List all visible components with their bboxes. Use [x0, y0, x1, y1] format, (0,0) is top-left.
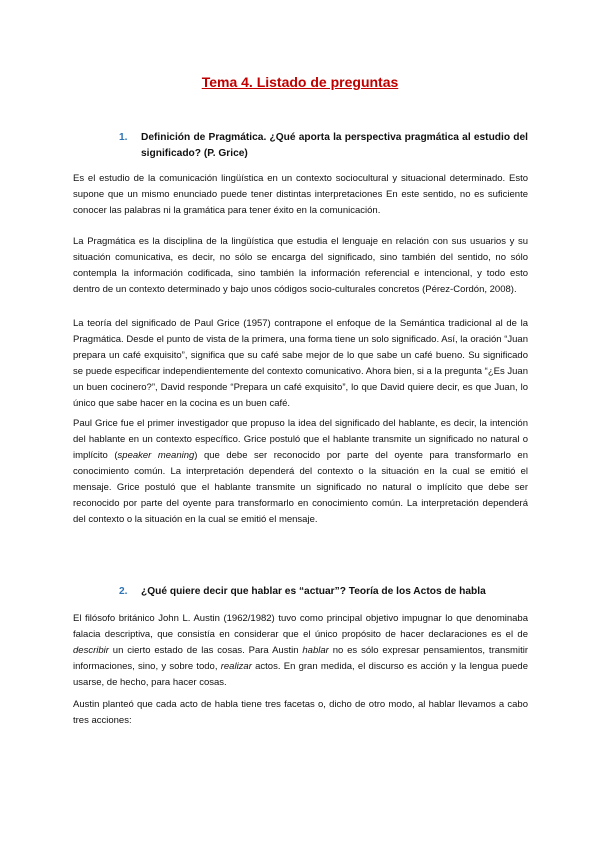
question-1-number: 1.: [119, 132, 128, 143]
paragraph-4-part-b: ) que debe ser reconocido por parte del oyente para transformarlo en conocimiento común. La interpretación dependerá del contexto o la situación en la cual se emitió el mensaje. Grice postuló que el hablante transmite un significado no natural o implícito que debe ser reconocido por parte del oyente para transformarlo en conocimiento común. La interpretación dependerá del contexto o la situación en la cual se emitió el mensaje.: [73, 450, 528, 525]
question-2-heading: [73, 584, 528, 600]
question-2-text: ¿Qué quiere decir que hablar es “actuar”? Teoría de los Actos de habla: [141, 586, 486, 597]
paragraph-5-emphasis-2: hablar: [302, 645, 329, 656]
paragraph-1: Es el estudio de la comunicación lingüística en un contexto sociocultural y situacional determinado. Esto supone que un mismo enunciado puede tener distintas interpretaciones En este sentido, no es suficiente conocer las palabras ni la gramática para tener éxito en la comunicación.: [73, 173, 528, 216]
paragraph-2: La Pragmática es la disciplina de la lingüística que estudia el lenguaje en relación con sus usuarios y su situación comunicativa, es decir, no sólo se encarga del significado, sino también del sentido, no sólo contempla la información codificada, sino también la información referencial e intencional, y todo esto dentro de un contexto determinado y bajo unos códigos socio-culturales concretos (Pérez-Cordón, 2008).: [73, 236, 528, 295]
question-1-text: Definición de Pragmática. ¿Qué aporta la perspectiva pragmática al estudio del significado? (P. Grice): [141, 132, 528, 159]
paragraph-5-part-d: actos. En gran medida, el discurso es acción y la lengua puede usarse, de hecho, para hacer cosas.: [73, 661, 528, 688]
paragraph-5-part-b: un cierto estado de las cosas. Para Austin: [108, 645, 303, 656]
paragraph-4: [73, 416, 528, 528]
paragraph-3: La teoría del significado de Paul Grice (1957) contrapone el enfoque de la Semántica tradicional al de la Pragmática. Desde el punto de vista de la primera, una forma tiene un solo significado. Así, la oración “Juan prepara un café exquisito”, significa que su café sabe mejor de lo que sabe un café bueno. Su significado se puede especificar independientemente del contexto comunicativo. Ahora bien, si a la pregunta “¿Es Juan un buen cocinero?”, David responde “Prepara un café exquisito”, lo que David quiere decir, es que Juan, lo único que sabe hacer en la cocina es un buen café.: [73, 318, 528, 409]
question-1-heading: [73, 130, 528, 162]
paragraph-5: [73, 611, 528, 691]
paragraph-6: Austin planteó que cada acto de habla tiene tres facetas o, dicho de otro modo, al hablar llevamos a cabo tres acciones:: [73, 699, 528, 726]
paragraph-5-part-c: no es sólo expresar pensamientos, transmitir informaciones, sino, y sobre todo,: [73, 645, 528, 672]
question-2-number: 2.: [119, 586, 128, 597]
paragraph-5-part-a: El filósofo británico John L. Austin (1962/1982) tuvo como principal objetivo impugnar lo que denominaba falacia descriptiva, que consistía en considerar que el único propósito de hacer declaraciones es el de: [73, 613, 528, 640]
page-title: Tema 4. Listado de preguntas: [201, 74, 399, 90]
paragraph-5-emphasis-3: realizar: [220, 661, 252, 672]
paragraph-4-emphasis: speaker meaning: [117, 450, 195, 461]
paragraph-4-part-a: Paul Grice fue el primer investigador que propuso la idea del significado del hablante, es decir, la intención del hablante en un contexto específico. Grice postuló que el hablante transmite un significado no natural o implícito (: [73, 418, 528, 461]
paragraph-5-emphasis-1: describir: [73, 645, 109, 656]
